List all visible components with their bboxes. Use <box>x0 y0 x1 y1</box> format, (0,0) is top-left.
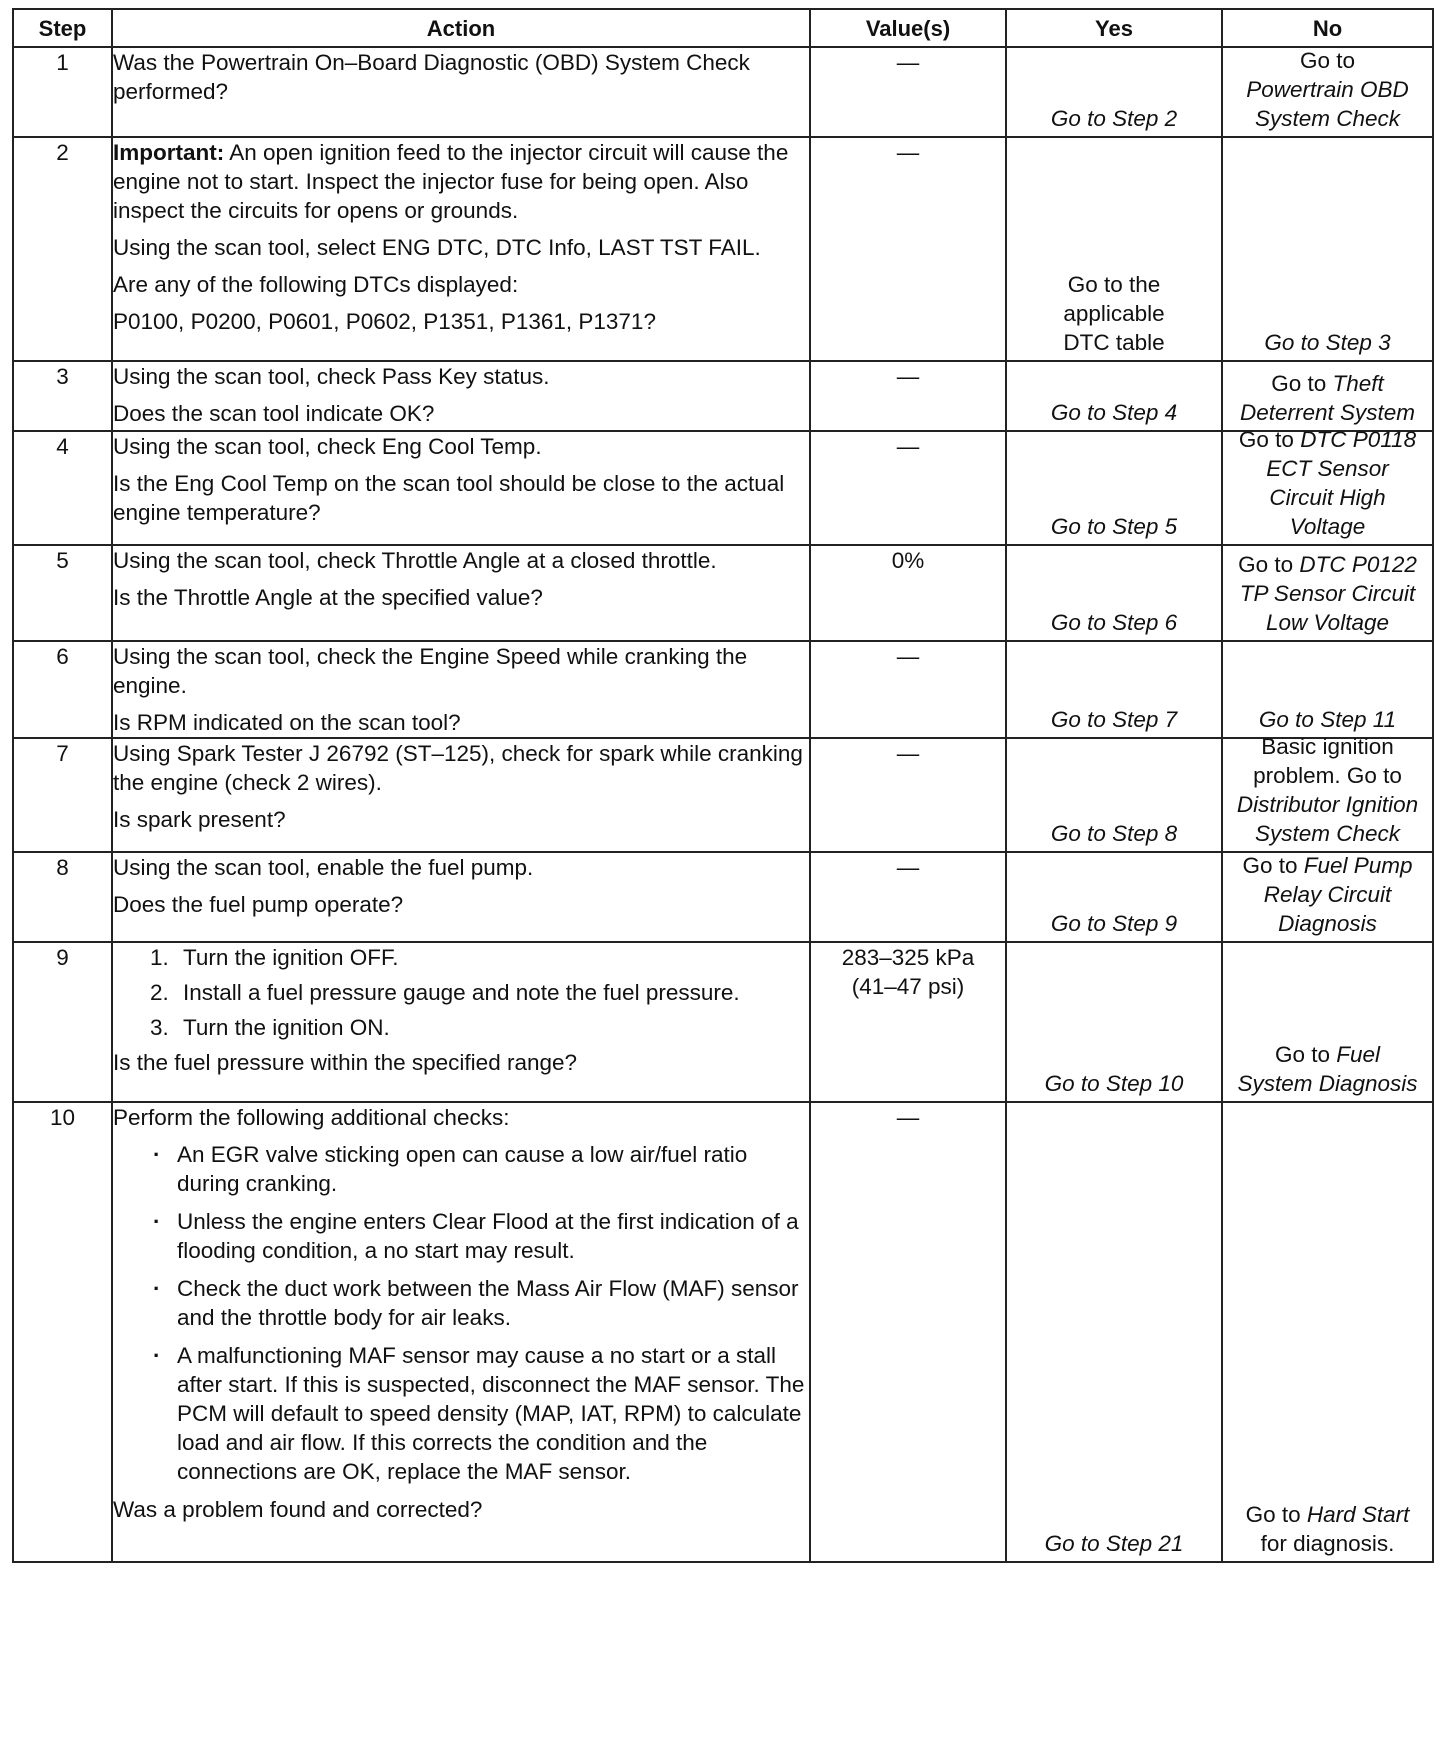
yes-cell <box>1006 942 1222 1102</box>
table-row <box>13 942 1433 1102</box>
no-suffix: for diagnosis. <box>1260 1531 1395 1556</box>
yes-cell <box>1006 738 1222 852</box>
list-item: · Check the duct work between the Mass Air Flow (MAF) sensor and the throttle body for air leaks. <box>177 1274 809 1332</box>
important-note <box>113 138 809 225</box>
action-cell <box>112 137 810 361</box>
step-number: 4 <box>13 431 112 545</box>
no-link: Hard Start <box>1306 1502 1410 1527</box>
no-cell <box>1222 641 1433 738</box>
action-text: P0100, P0200, P0601, P0602, P1351, P1361, P1371? <box>113 309 656 334</box>
value-cell: — <box>810 641 1006 738</box>
table-row <box>13 361 1433 431</box>
action-cell <box>112 47 810 137</box>
no-link: ECT Sensor <box>1266 456 1389 481</box>
header-yes: Yes <box>1006 9 1222 47</box>
action-text: Using the scan tool, select ENG DTC, DTC Info, LAST TST FAIL. <box>113 235 761 260</box>
no-text: problem. Go to <box>1253 763 1402 788</box>
table-row <box>13 47 1433 137</box>
action-text: Is the Throttle Angle at the specified value? <box>113 585 543 610</box>
yes-text: applicable <box>1063 301 1165 326</box>
table-row <box>13 641 1433 738</box>
action-text: Was a problem found and corrected? <box>113 1497 483 1522</box>
value-text: 283–325 kPa <box>841 945 975 970</box>
no-prefix: Go to <box>1245 1502 1301 1527</box>
action-cell <box>112 641 810 738</box>
no-prefix: Go to <box>1299 48 1356 73</box>
value-cell: — <box>810 137 1006 361</box>
action-text: Using Spark Tester J 26792 (ST–125), check for spark while cranking the engine (check 2 wires). <box>113 741 803 795</box>
action-text: Using the scan tool, check Eng Cool Temp. <box>113 434 542 459</box>
table-row <box>13 1102 1433 1562</box>
no-text: Basic ignition <box>1261 734 1394 759</box>
no-link: Relay Circuit <box>1263 882 1392 907</box>
step-number: 10 <box>13 1102 112 1562</box>
step-number: 5 <box>13 545 112 641</box>
header-values: Value(s) <box>810 9 1006 47</box>
yes-text: Go to Step 21 <box>1044 1531 1184 1556</box>
no-link: System Check <box>1254 106 1401 131</box>
no-prefix: Go to <box>1238 427 1294 452</box>
no-link: Powertrain OBD <box>1246 77 1409 102</box>
header-no: No <box>1222 9 1433 47</box>
no-cell <box>1222 137 1433 361</box>
yes-cell <box>1006 361 1222 431</box>
action-text: Using the scan tool, enable the fuel pump. <box>113 855 534 880</box>
value-cell: — <box>810 1102 1006 1562</box>
no-cell <box>1222 427 1433 545</box>
action-cell <box>112 738 810 852</box>
no-prefix: Go to <box>1271 371 1327 396</box>
no-cell <box>1222 852 1433 942</box>
list-item: · An EGR valve sticking open can cause a low air/fuel ratio during cranking. <box>177 1140 809 1198</box>
action-text: Using the scan tool, check Pass Key status. <box>113 364 550 389</box>
value-cell: — <box>810 361 1006 431</box>
yes-cell <box>1006 545 1222 641</box>
step-number: 3 <box>13 361 112 431</box>
list-item: 3. Turn the ignition ON. <box>175 1013 809 1042</box>
no-link: TP Sensor Circuit <box>1239 581 1416 606</box>
yes-cell <box>1006 852 1222 942</box>
action-text: Does the scan tool indicate OK? <box>113 401 435 426</box>
no-link: System Check <box>1254 821 1401 846</box>
action-cell <box>112 1102 810 1562</box>
action-text: Are any of the following DTCs displayed: <box>113 272 519 297</box>
table-row <box>13 545 1433 641</box>
no-link: Low Voltage <box>1265 610 1389 635</box>
value-cell: — <box>810 47 1006 137</box>
action-text: Using the scan tool, check Throttle Angle at a closed throttle. <box>113 548 717 573</box>
list-item: · Unless the engine enters Clear Flood at the first indication of a flooding condition, a no start may result. <box>177 1207 809 1265</box>
yes-text: Go to Step 5 <box>1050 514 1178 539</box>
no-link: Deterrent System <box>1239 400 1416 425</box>
action-cell <box>112 545 810 641</box>
action-cell <box>112 431 810 545</box>
yes-cell <box>1006 47 1222 137</box>
no-link: Theft <box>1332 371 1384 396</box>
no-cell <box>1222 734 1433 852</box>
no-cell <box>1222 942 1433 1102</box>
table-row <box>13 137 1433 361</box>
action-text: Is the fuel pressure within the specified range? <box>113 1050 578 1075</box>
no-prefix: Go to <box>1238 552 1294 577</box>
action-text: Is RPM indicated on the scan tool? <box>113 710 461 735</box>
action-text: Does the fuel pump operate? <box>113 892 404 917</box>
table-row <box>13 738 1433 852</box>
no-cell <box>1222 47 1433 137</box>
value-cell: — <box>810 431 1006 545</box>
important-label: Important: <box>113 140 225 165</box>
table-row <box>13 431 1433 545</box>
action-text: Is the Eng Cool Temp on the scan tool should be close to the actual engine temperature? <box>113 471 785 525</box>
yes-text: Go to Step 8 <box>1050 821 1178 846</box>
no-link: DTC P0118 <box>1300 427 1417 452</box>
yes-text: Go to Step 4 <box>1050 400 1178 425</box>
no-link: DTC P0122 <box>1299 552 1417 577</box>
step-number: 2 <box>13 137 112 361</box>
diagnostic-table <box>12 8 1434 1563</box>
no-link: Go to Step 11 <box>1258 707 1397 732</box>
no-link: Voltage <box>1289 514 1366 539</box>
yes-text: Go to Step 6 <box>1050 610 1178 635</box>
yes-text: Go to Step 2 <box>1050 106 1178 131</box>
yes-text: DTC table <box>1063 330 1165 355</box>
step-number: 8 <box>13 852 112 942</box>
table-header-row <box>13 9 1433 47</box>
action-text: Is spark present? <box>113 807 286 832</box>
no-link: Fuel Pump <box>1303 853 1413 878</box>
no-cell <box>1222 545 1433 641</box>
table-row <box>13 852 1433 942</box>
no-cell <box>1222 1102 1433 1562</box>
no-link: Circuit High <box>1269 485 1386 510</box>
step-number: 6 <box>13 641 112 738</box>
action-cell <box>112 361 810 431</box>
yes-cell <box>1006 431 1222 545</box>
no-prefix: Go to <box>1242 853 1298 878</box>
header-action: Action <box>112 9 810 47</box>
yes-text: Go to Step 10 <box>1044 1071 1184 1096</box>
yes-text: Go to Step 7 <box>1050 707 1178 732</box>
header-step: Step <box>13 9 112 47</box>
yes-cell <box>1006 1102 1222 1562</box>
no-link: Distributor Ignition <box>1236 792 1419 817</box>
list-item: 1. Turn the ignition OFF. <box>175 943 809 972</box>
no-link: Diagnosis <box>1278 911 1377 936</box>
action-text: Using the scan tool, check the Engine Speed while cranking the engine. <box>113 644 748 698</box>
no-prefix: Go to <box>1274 1042 1330 1067</box>
yes-text: Go to Step 9 <box>1050 911 1178 936</box>
step-number: 1 <box>13 47 112 137</box>
yes-text: Go to the <box>1067 272 1161 297</box>
no-link: Go to Step 3 <box>1264 330 1391 355</box>
important-text: An open ignition feed to the injector circuit will cause the engine not to start. Inspect the injector fuse for being open. Also inspect the circuits for opens or grounds. <box>113 140 789 223</box>
action-text: Was the Powertrain On–Board Diagnostic (OBD) System Check performed? <box>113 50 750 104</box>
value-cell: — <box>810 852 1006 942</box>
yes-cell <box>1006 641 1222 738</box>
no-link: System Diagnosis <box>1237 1071 1418 1096</box>
no-cell <box>1222 361 1433 431</box>
step-number: 9 <box>13 942 112 1102</box>
value-cell <box>810 942 1006 1102</box>
value-cell: — <box>810 738 1006 852</box>
numbered-list <box>113 943 809 1042</box>
step-number: 7 <box>13 738 112 852</box>
action-cell <box>112 942 810 1102</box>
no-link: Fuel <box>1336 1042 1381 1067</box>
bullet-list <box>113 1140 809 1486</box>
action-cell <box>112 852 810 942</box>
list-item: · A malfunctioning MAF sensor may cause a no start or a stall after start. If this is suspected, disconnect the MAF sensor. The PCM will default to speed density (MAP, IAT, RPM) to calculate load and air flow. If this corrects the condition and the connections are OK, replace the MAF sensor. <box>177 1341 809 1486</box>
value-cell: 0% <box>810 545 1006 641</box>
action-text: Perform the following additional checks: <box>113 1105 510 1130</box>
list-item: 2. Install a fuel pressure gauge and note the fuel pressure. <box>175 978 809 1007</box>
yes-cell <box>1006 137 1222 361</box>
value-text: (41–47 psi) <box>851 974 965 999</box>
